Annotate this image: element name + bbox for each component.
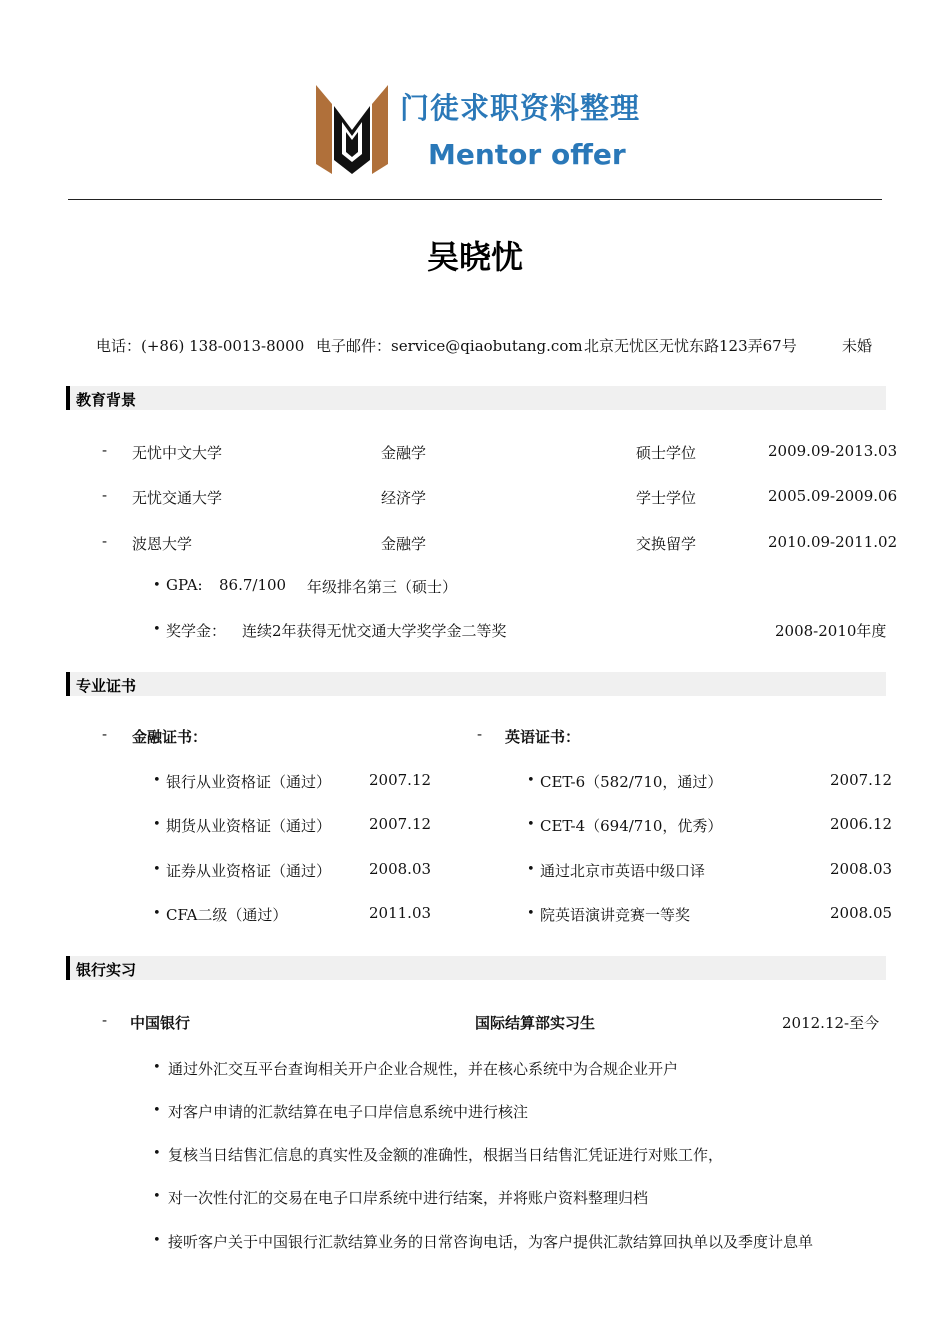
logo-title-cn: 门徒求职资料整理 xyxy=(400,91,641,125)
dot-bullet: • xyxy=(153,1233,161,1248)
duty-text: 对一次性付汇的交易在电子口岸系统中进行结案，并将账户资料整理归档 xyxy=(168,1189,649,1207)
duty-text: 接听客户关于中国银行汇款结算业务的日常咨询电话，为客户提供汇款结算回执单以及季度计息单 xyxy=(168,1233,814,1251)
dash-bullet: - xyxy=(477,725,483,743)
gpa-label: GPA: xyxy=(166,576,203,594)
school-period: 2005.09-2009.06 xyxy=(768,487,898,505)
gpa-value: 86.7/100 xyxy=(219,576,287,594)
dot-bullet: • xyxy=(153,1060,161,1075)
candidate-name: 吴晓忧 xyxy=(426,238,523,276)
cert-name: CET-4（694/710，优秀） xyxy=(540,817,723,835)
cert-name: 通过北京市英语中级口译 xyxy=(540,862,706,880)
dot-bullet: • xyxy=(153,773,161,788)
dot-bullet: • xyxy=(153,862,161,877)
contact-address: 北京无忧区无忧东路123弄67号 xyxy=(584,337,797,355)
internship-period: 2012.12-至今 xyxy=(782,1014,880,1032)
cert-name: CFA二级（通过） xyxy=(166,906,288,924)
section-title: 银行实习 xyxy=(76,961,137,979)
scholarship-text: 连续2年获得无忧交通大学奖学金二等奖 xyxy=(242,622,507,640)
dash-bullet: - xyxy=(102,532,108,550)
class-rank: 年级排名第三（硕士） xyxy=(307,578,458,596)
cert-name: CET-6（582/710，通过） xyxy=(540,773,723,791)
duty-text: 对客户申请的汇款结算在电子口岸信息系统中进行核注 xyxy=(168,1103,529,1121)
cert-name: 银行从业资格证（通过） xyxy=(166,773,332,791)
cert-date: 2007.12 xyxy=(830,771,893,789)
school-period: 2010.09-2011.02 xyxy=(768,533,898,551)
dot-bullet: • xyxy=(153,906,161,921)
internship-company: 中国银行 xyxy=(130,1014,191,1032)
dot-bullet: • xyxy=(527,773,535,788)
school-degree: 交换留学 xyxy=(636,535,697,553)
scholarship-label: 奖学金： xyxy=(166,622,227,640)
dot-bullet: • xyxy=(527,906,535,921)
dash-bullet: - xyxy=(102,486,108,504)
school-degree: 硕士学位 xyxy=(636,444,697,462)
cert-name: 院英语演讲竞赛一等奖 xyxy=(540,906,691,924)
header-divider xyxy=(68,199,882,200)
dot-bullet: • xyxy=(527,817,535,832)
school-major: 金融学 xyxy=(381,535,427,553)
school-name: 无忧交通大学 xyxy=(132,489,223,507)
cert-date: 2008.05 xyxy=(830,904,893,922)
dot-bullet: • xyxy=(153,1103,161,1118)
school-period: 2009.09-2013.03 xyxy=(768,442,898,460)
cert-date: 2011.03 xyxy=(369,904,432,922)
logo-title-en: Mentor offer xyxy=(428,138,626,171)
scholarship-years: 2008-2010年度 xyxy=(775,622,887,640)
school-major: 经济学 xyxy=(381,489,427,507)
cert-date: 2007.12 xyxy=(369,771,432,789)
section-internship xyxy=(66,956,886,980)
cert-date: 2007.12 xyxy=(369,815,432,833)
dot-bullet: • xyxy=(153,1146,161,1161)
section-certificates xyxy=(66,672,886,696)
dot-bullet: • xyxy=(153,578,161,593)
school-degree: 学士学位 xyxy=(636,489,697,507)
school-major: 金融学 xyxy=(381,444,427,462)
school-name: 波恩大学 xyxy=(132,535,193,553)
dash-bullet: - xyxy=(102,441,108,459)
english-cert-title: 英语证书： xyxy=(505,728,581,746)
cert-date: 2008.03 xyxy=(830,860,893,878)
section-title: 教育背景 xyxy=(76,391,137,409)
contact-phone: 电话：(+86) 138-0013-8000 xyxy=(96,337,305,355)
section-education xyxy=(66,386,886,410)
finance-cert-title: 金融证书： xyxy=(132,728,208,746)
contact-marital-status: 未婚 xyxy=(842,337,873,355)
duty-text: 复核当日结售汇信息的真实性及金额的准确性，根据当日结售汇凭证进行对账工作， xyxy=(168,1146,724,1164)
section-title: 专业证书 xyxy=(76,677,137,695)
mentor-logo-icon xyxy=(312,82,392,177)
dot-bullet: • xyxy=(153,622,161,637)
duty-text: 通过外汇交互平台查询相关开户企业合规性，并在核心系统中为合规企业开户 xyxy=(168,1060,679,1078)
school-name: 无忧中文大学 xyxy=(132,444,223,462)
dot-bullet: • xyxy=(527,862,535,877)
cert-date: 2008.03 xyxy=(369,860,432,878)
contact-email: 电子邮件：service@qiaobutang.com xyxy=(316,337,583,355)
mentor-offer-logo xyxy=(312,82,652,177)
dot-bullet: • xyxy=(153,1189,161,1204)
cert-name: 证券从业资格证（通过） xyxy=(166,862,332,880)
cert-name: 期货从业资格证（通过） xyxy=(166,817,332,835)
dash-bullet: - xyxy=(102,1011,108,1029)
internship-position: 国际结算部实习生 xyxy=(475,1014,596,1032)
dash-bullet: - xyxy=(102,725,108,743)
cert-date: 2006.12 xyxy=(830,815,893,833)
dot-bullet: • xyxy=(153,817,161,832)
